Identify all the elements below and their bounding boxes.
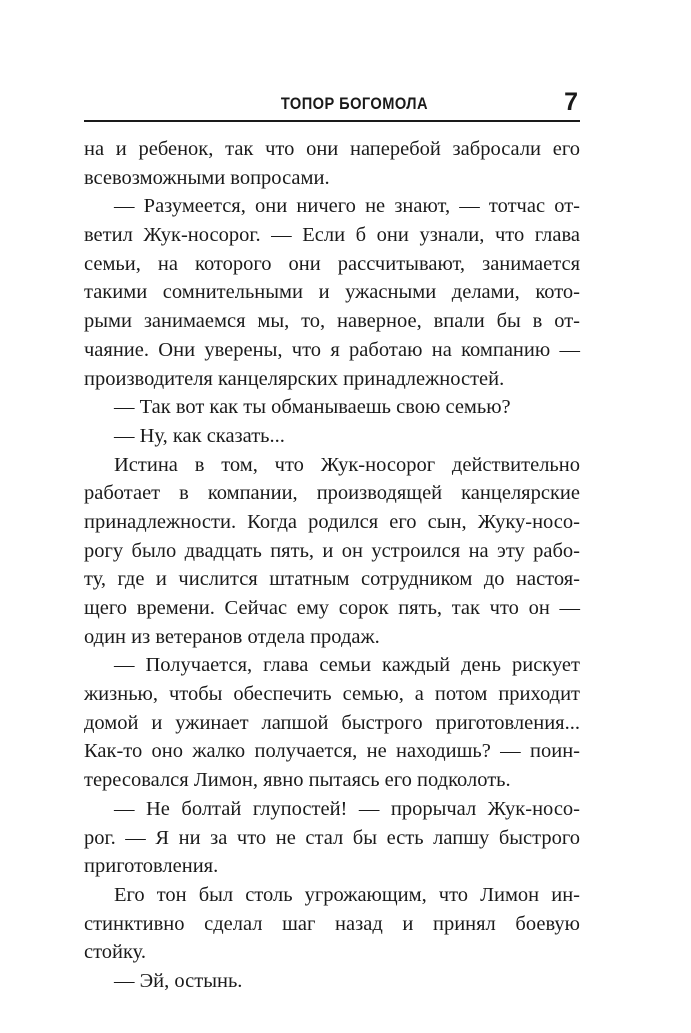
text-line: щего времени. Сейчас ему сорок пять, так что он — — [84, 597, 580, 619]
text-line: семьи, на которого они рассчитывают, занимается — [84, 252, 580, 275]
text-line: — Получается, глава семьи каждый день рискует — [114, 654, 580, 677]
text-line: на и ребенок, так что они наперебой забросали его — [84, 138, 580, 160]
text-line: жизнью, чтобы обеспечить семью, а потом приходит — [84, 683, 580, 706]
text-line: один из ветеранов отдела продаж. — [84, 625, 380, 648]
text-line: Его тон был столь угрожающим, что Лимон ин- — [114, 883, 580, 906]
text-line: ветил Жук-носорог. — Если б они узнали, что глава — [84, 224, 580, 247]
text-line: чаяние. Они уверены, что я работаю на компанию — — [84, 338, 580, 361]
text-line: домой и ужинает лапшой быстрого приготовления... — [84, 711, 580, 734]
text-line: рыми занимаемся мы, то, наверное, впали бы в от- — [84, 310, 580, 333]
text-line: Как-то оно жалко получается, не находишь? — поин- — [84, 740, 580, 763]
text-line: всевозможными вопросами. — [84, 166, 330, 189]
text-line: стинктивно сделал шаг назад и принял боевую — [84, 912, 580, 935]
text-line: принадлежности. Когда родился его сын, Жуку-носо- — [84, 510, 580, 533]
text-line: — Разумеется, они ничего не знают, — тотчас от- — [114, 195, 580, 218]
body-text — [84, 135, 580, 996]
text-line: — Не болтай глупостей! — прорычал Жук-носо- — [114, 797, 580, 820]
text-line: такими сомнительными и ужасными делами, кото- — [84, 281, 580, 304]
text-line: тересовался Лимон, явно пытаясь его подколоть. — [84, 769, 511, 792]
text-line: работает в компании, производящей канцелярские — [84, 482, 580, 505]
text-line: Истина в том, что Жук-носорог действительно — [114, 453, 580, 476]
text-line: рогу было двадцать пять, и он устроился на эту рабо- — [84, 539, 580, 562]
text-line: производителя канцелярских принадлежностей. — [84, 367, 505, 390]
text-line: рог. — Я ни за что не стал бы есть лапшу быстрого — [84, 826, 580, 849]
text-line: стойку. — [84, 941, 147, 964]
running-title: ТОПОР БОГОМОЛА — [280, 94, 428, 113]
text-line: — Так вот как ты обманываешь свою семью? — [114, 396, 511, 419]
text-line: ту, где и числится штатным сотрудником до настоя- — [84, 568, 580, 591]
text-line: — Ну, как сказать... — [114, 424, 285, 447]
running-header — [84, 90, 580, 122]
page-number: 7 — [564, 88, 578, 116]
text-line: — Эй, остынь. — [114, 969, 243, 992]
text-line: приготовления. — [84, 855, 219, 878]
